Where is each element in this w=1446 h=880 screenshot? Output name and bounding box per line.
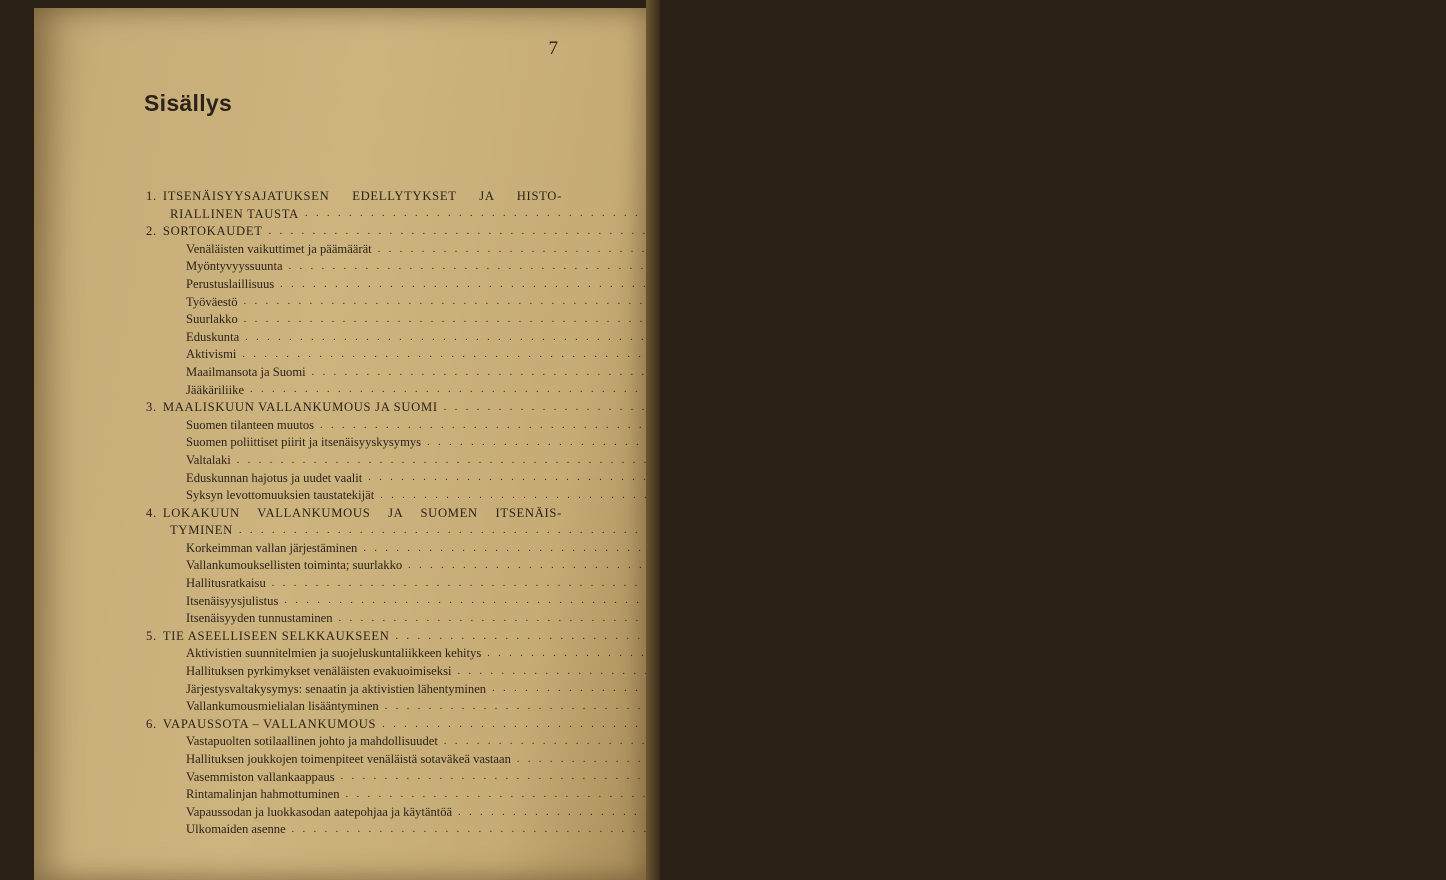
toc-page-number: 118 (1427, 752, 1446, 766)
toc-entry-label: Rintamalinjan hahmottuminen (186, 787, 340, 802)
toc-entry-label: MAALISKUUN VALLANKUMOUS JA SUOMI (162, 400, 438, 415)
toc-page-number: 101 (1402, 681, 1422, 696)
toc-page-number: 50 (1359, 400, 1374, 415)
toc-dot-leader (427, 438, 1313, 448)
toc-dot-leader (380, 491, 1266, 501)
toc-entry-label: VAPAUSSOTA – VALLANKUMOUS (162, 716, 377, 731)
toc-page-number: 71 (1154, 523, 1169, 538)
toc-entry (146, 804, 1388, 822)
toc-entry (146, 382, 1180, 400)
toc-entry (146, 434, 1357, 452)
toc-dot-leader (458, 808, 1344, 818)
toc-entry-label: Järjestysvaltakysymys: senaatin ja aktivistien lähentyminen (186, 681, 487, 696)
toc-page-number: 82 (1201, 593, 1214, 608)
toc-dot-leader (444, 403, 1330, 413)
toc-page-number: 109 (1290, 716, 1312, 731)
toc-entry-label: Vallankumouksellisten toiminta; suurlakko (186, 558, 403, 573)
toc-entry (146, 364, 1242, 382)
toc-entry (146, 540, 1293, 558)
toc-page-number: 126 (1256, 787, 1276, 802)
toc-page-number: 132 (1368, 804, 1388, 819)
toc-dot-leader (382, 720, 1268, 730)
toc-dot-leader (385, 702, 1271, 712)
toc-page-number: 98 (1374, 664, 1387, 679)
table-of-contents (146, 188, 1446, 839)
toc-dot-leader (244, 315, 1130, 325)
toc-entry (146, 505, 600, 523)
toc-page-number: 31 (1160, 312, 1174, 327)
toc-entry-label: Korkeimman vallan järjestäminen (186, 540, 358, 555)
toc-entry-label: Syksyn levottomuuksien taustatekijät (186, 488, 375, 503)
toc-entry (146, 751, 1446, 769)
toc-entry-label: Perustuslaillisuus (186, 276, 275, 291)
toc-page-number: 40 (1228, 364, 1242, 379)
toc-dot-leader (346, 790, 1232, 800)
toc-entry-label: LOKAKUUN VALLANKUMOUS JA SUOMEN ITSENÄIS- (162, 505, 562, 520)
toc-page-number: 122 (1251, 769, 1271, 784)
toc-entry (146, 311, 1174, 329)
toc-entry (146, 786, 1276, 804)
toc-chapter-number: 1. (146, 189, 157, 203)
toc-dot-leader (244, 297, 1130, 307)
toc-entry (146, 681, 1422, 699)
toc-entry-label: Itsenäisyysjulistus (186, 593, 279, 608)
toc-entry-label: Suurlakko (186, 312, 238, 327)
toc-page-number: 27 (1197, 276, 1210, 291)
toc-chapter-number: 5. (146, 628, 157, 643)
toc-dot-leader (312, 368, 1198, 378)
toc-chapter-number: 4. (146, 505, 157, 520)
toc-dot-leader (368, 473, 1254, 483)
toc-entry-label: Vapaussodan ja luokkasodan aatepohjaa ja käytäntöä (186, 804, 453, 819)
toc-entry-label: Jääkäriliike (186, 382, 245, 397)
toc-dot-leader (237, 456, 1123, 466)
toc-entry-label: Myöntyvyyssuunta (186, 259, 283, 274)
toc-dot-leader (305, 209, 1191, 219)
toc-dot-leader (239, 526, 1125, 536)
toc-dot-leader (250, 385, 1136, 395)
toc-dot-leader (408, 561, 1294, 571)
toc-entry-label: Maailmansota ja Suomi (186, 364, 306, 379)
toc-entry-label: SORTOKAUDET (162, 224, 263, 239)
toc-page-number: 104 (1295, 699, 1315, 714)
toc-entry-label: Vasemmiston vallankaappaus (186, 769, 335, 784)
toc-dot-leader (457, 667, 1343, 677)
toc-entry (146, 206, 1235, 224)
toc-page-number: 29 (1160, 294, 1174, 309)
toc-entry (146, 610, 1269, 628)
toc-dot-leader (269, 227, 1155, 237)
toc-page-number: 57 (1153, 452, 1167, 467)
toc-entry-label: ITSENÄISYYSAJATUKSEN EDELLYTYKSET JA HISTO- (162, 189, 562, 203)
toc-page-number: 20 (1184, 224, 1199, 239)
toc-entry (146, 470, 1298, 488)
toc-entry-label: Vastapuolten sotilaallinen johto ja mahdollisuudet (186, 734, 438, 749)
toc-page-number: 64 (1297, 488, 1310, 503)
toc-dot-leader (444, 737, 1330, 747)
toc-entry-label: Eduskunta (186, 329, 240, 344)
toc-dot-leader (272, 579, 1158, 589)
toc-page-number: 75 (1325, 558, 1338, 573)
toc-entry (146, 716, 1312, 734)
toc-page-number: 79 (1188, 576, 1202, 591)
toc-chapter-number: 3. (146, 400, 157, 415)
toc-entry-label: TIE ASEELLISEEN SELKKAUKSEEN (162, 628, 390, 643)
toc-dot-leader (378, 245, 1264, 255)
toc-page-number: 93 (1404, 646, 1417, 661)
toc-entry-label: Hallituksen pyrkimykset venäläisten evakuoimiseksi (186, 664, 452, 679)
toc-page-number: 52 (1344, 435, 1357, 450)
toc-entry (146, 329, 1175, 347)
toc-entry-label: Itsenäisyyden tunnustaminen (186, 611, 333, 626)
toc-entry (146, 645, 1417, 663)
toc-dot-leader (292, 825, 1178, 835)
toc-entry (146, 663, 1387, 681)
toc-entry-label: Ulkomaiden asenne (186, 822, 286, 837)
toc-page-number: 36 (1159, 347, 1172, 362)
toc-entry (146, 698, 1315, 716)
toc-entry-label: Valtalaki (186, 452, 231, 467)
toc-entry (146, 487, 1310, 505)
toc-dot-leader (242, 350, 1128, 360)
toc-dot-leader (245, 333, 1131, 343)
toc-dot-leader (363, 544, 1249, 554)
toc-dot-leader (341, 772, 1227, 782)
toc-entry-label: Vallankumousmielialan lisääntyminen (186, 699, 379, 714)
page-title: Sisällys (144, 90, 233, 116)
toc-dot-leader (492, 684, 1378, 694)
toc-entry (146, 522, 1169, 540)
toc-dot-leader (487, 649, 1373, 659)
toc-entry-label: Aktivismi (186, 347, 237, 362)
toc-entry (146, 769, 1271, 787)
toc-page-number: 42 (1166, 382, 1180, 397)
toc-page-number: 50 (1236, 417, 1250, 432)
toc-entry (146, 821, 1222, 839)
toc-entry (146, 346, 1172, 364)
toc-page-number: 87 (1255, 611, 1269, 626)
toc-page-number: 109 (1354, 734, 1374, 749)
toc-chapter-number: 6. (146, 716, 157, 731)
toc-entry-label: RIALLINEN TAUSTA (170, 206, 299, 221)
toc-entry-label: Eduskunnan hajotus ja uudet vaalit (186, 470, 363, 485)
toc-page-number: 9 (1227, 206, 1235, 221)
toc-entry (146, 593, 1214, 611)
toc-page-number: 93 (1311, 628, 1326, 643)
toc-page-number: 24 (1205, 259, 1219, 274)
toc-entry (146, 628, 1326, 646)
toc-entry-label: Aktivistien suunnitelmien ja suojeluskuntaliikkeen kehitys (186, 646, 482, 661)
toc-entry-label: Työväestö (186, 294, 238, 309)
toc-entry (146, 258, 1219, 276)
toc-chapter-number: 2. (146, 224, 157, 239)
toc-page-number: 33 (1162, 329, 1175, 344)
toc-entry (146, 276, 1210, 294)
toc-dot-leader (289, 262, 1175, 272)
toc-page-number: 71 (1280, 540, 1293, 555)
toc-page-number: 20 (1294, 241, 1308, 256)
toc-entry (146, 188, 600, 206)
toc-entry-label: Hallituksen joukkojen toimenpiteet venäläistä sotaväkeä vastaan (186, 752, 511, 766)
toc-entry (146, 557, 1338, 575)
book-edge (646, 0, 660, 880)
toc-entry (146, 399, 1374, 417)
toc-dot-leader (284, 596, 1170, 606)
toc-entry (146, 452, 1167, 470)
toc-entry (146, 294, 1174, 312)
toc-entry-label: Venäläisten vaikuttimet ja päämäärät (186, 241, 372, 256)
toc-dot-leader (280, 280, 1166, 290)
toc-entry-label: TYMINEN (170, 523, 233, 538)
page-number: 7 (548, 38, 558, 59)
toc-entry (146, 223, 1199, 241)
toc-dot-leader (339, 614, 1225, 624)
toc-entry-label: Hallitusratkaisu (186, 576, 266, 591)
book-page (34, 8, 1446, 880)
toc-entry (146, 733, 1374, 751)
toc-entry (146, 417, 1250, 435)
toc-entry (146, 575, 1202, 593)
toc-dot-leader (320, 421, 1206, 431)
toc-page-number: 140 (1202, 822, 1222, 837)
toc-dot-leader (396, 632, 1282, 642)
toc-entry-label: Suomen tilanteen muutos (186, 417, 315, 432)
toc-entry-label: Suomen poliittiset piirit ja itsenäisyyskysymys (186, 435, 422, 450)
toc-page-number: 60 (1285, 470, 1298, 485)
toc-entry (146, 241, 1308, 259)
